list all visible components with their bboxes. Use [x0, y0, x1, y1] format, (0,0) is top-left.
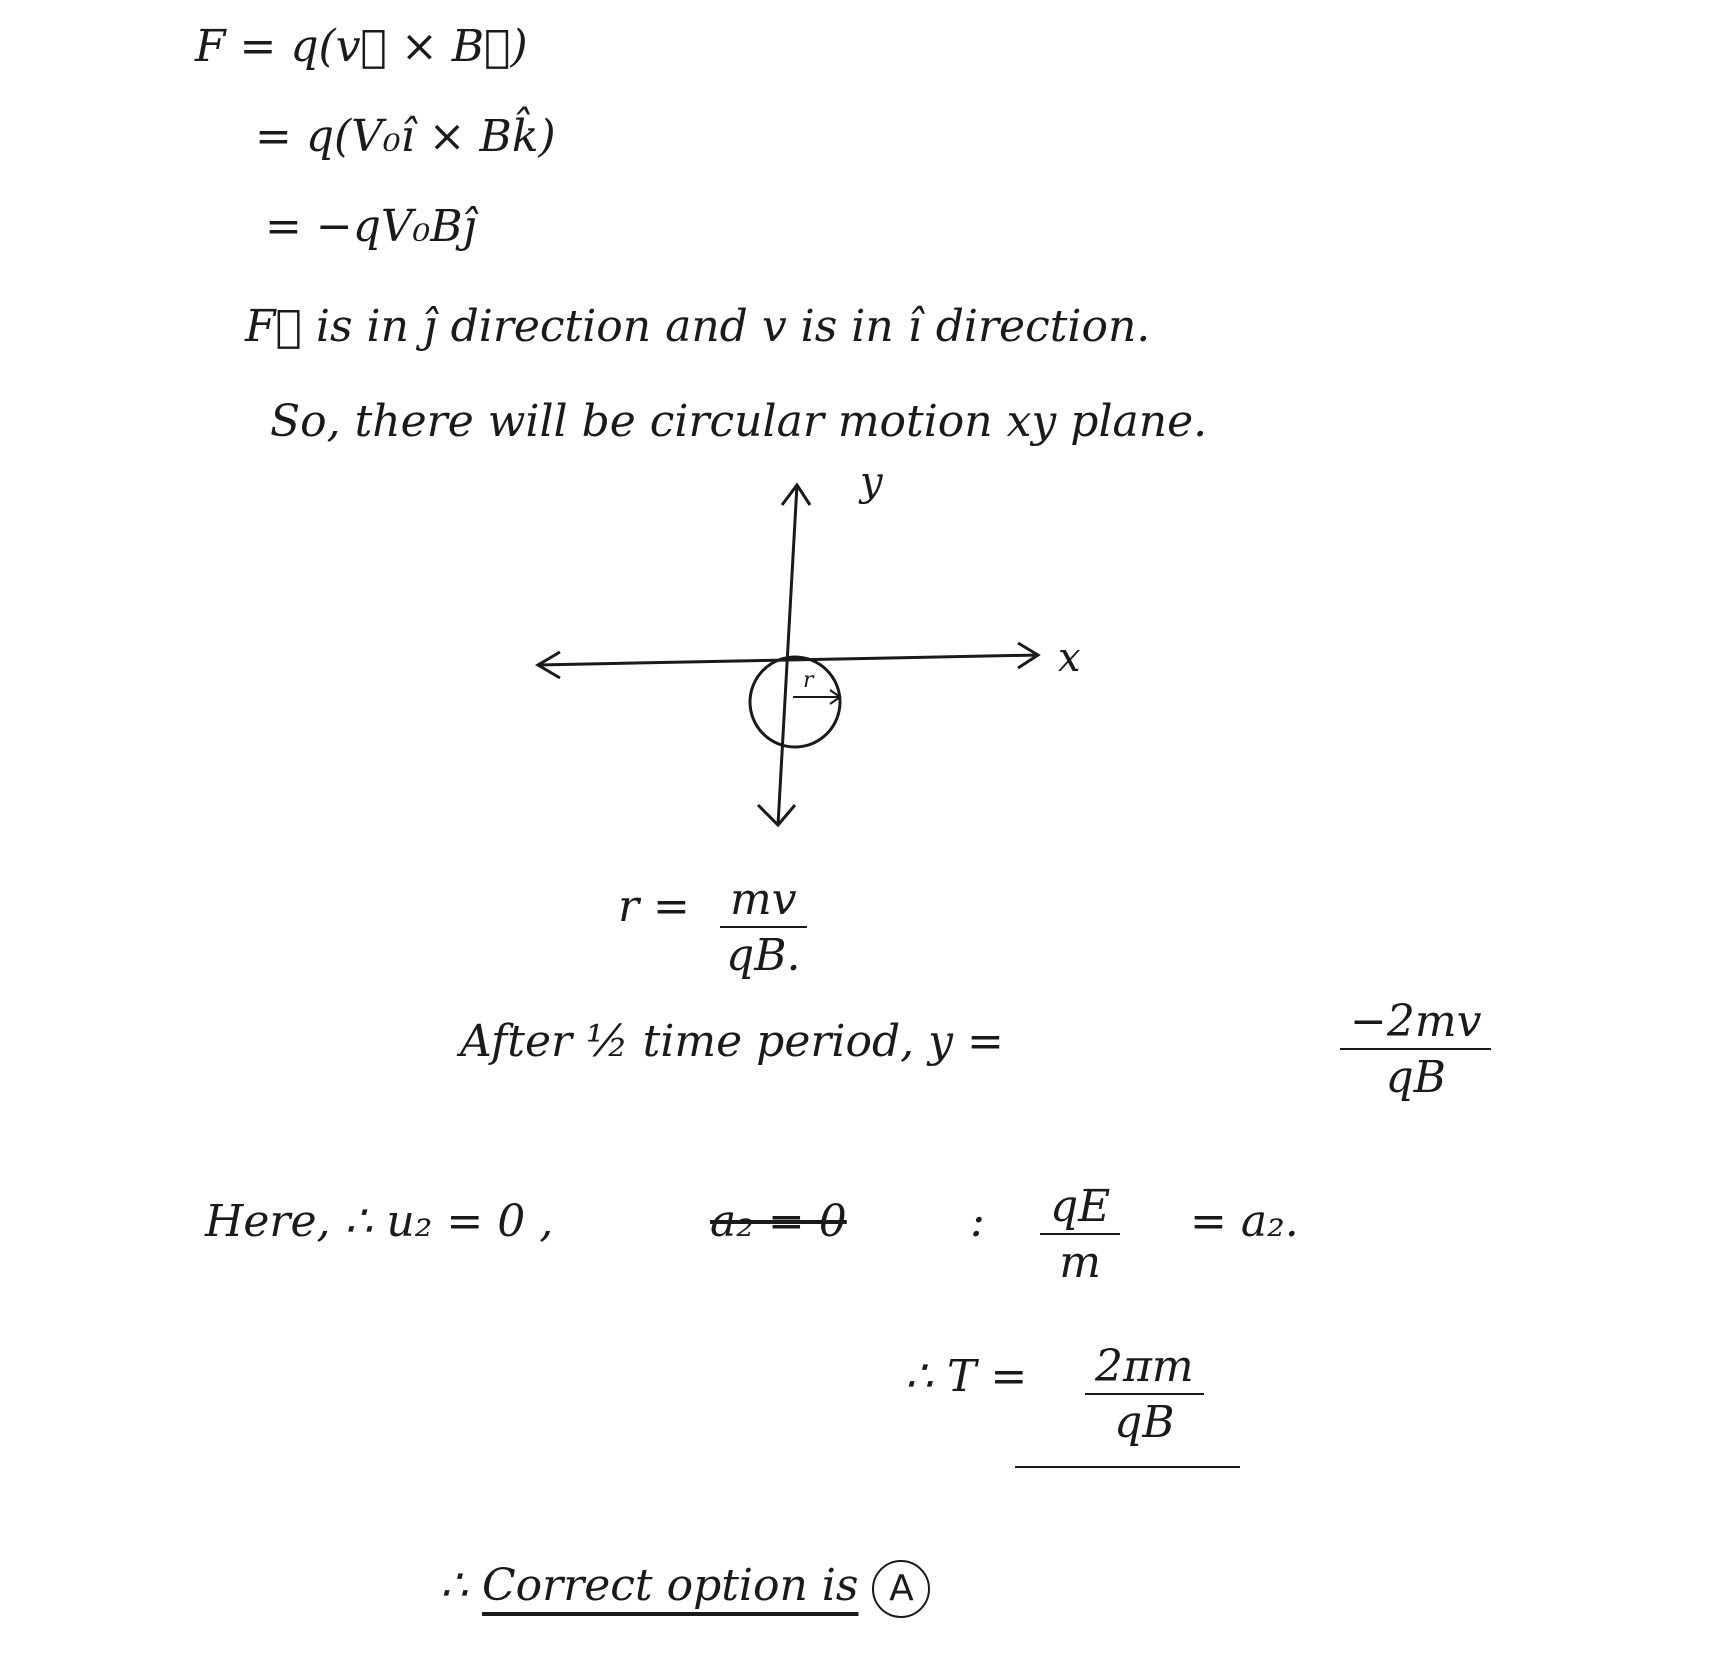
conclusion-line	[440, 1560, 930, 1618]
equation-line-2: = q(V₀î × Bk̂)	[255, 111, 556, 162]
period-eq-numerator: 2πm	[1085, 1345, 1204, 1395]
period-eq-denominator: qB	[1114, 1397, 1175, 1448]
period-eq-fraction	[1085, 1341, 1204, 1448]
y-axis-label: y	[860, 459, 883, 505]
acceleration-numerator: qE	[1040, 1185, 1120, 1235]
radius-eq-lhs: r =	[618, 881, 690, 932]
half-period-text: After ½ time period, y =	[460, 1016, 1004, 1067]
radius-eq-denominator: qB.	[726, 930, 801, 981]
period-eq-underline	[1015, 1466, 1240, 1468]
radius-eq-numerator: mv	[720, 878, 807, 928]
y-axis	[778, 485, 797, 825]
statement-circular-motion: So, there will be circular motion xy plane.	[270, 396, 1208, 447]
equation-line-1: F = q(v⃗ × B⃗)	[195, 21, 528, 72]
y-axis-arrow-down	[758, 805, 795, 825]
statement-force-direction: F⃗ is in ĵ direction and v is in î direction.	[245, 301, 1151, 352]
here-line-prefix: Here, ∴ u₂ = 0 ,	[205, 1196, 554, 1247]
radius-eq-fraction	[720, 874, 807, 981]
here-line-colon: :	[970, 1196, 985, 1247]
acceleration-denominator: m	[1059, 1237, 1102, 1288]
radius-label: r	[803, 668, 814, 693]
answer-option-circle: A	[872, 1560, 930, 1618]
circular-path	[750, 657, 840, 747]
therefore-symbol: ∴	[440, 1560, 468, 1611]
acceleration-rhs: = a₂.	[1190, 1196, 1299, 1247]
here-line-struck: a₂ = 0	[710, 1196, 847, 1247]
half-period-numerator: −2mv	[1340, 1000, 1491, 1050]
period-eq-lhs: ∴ T =	[905, 1351, 1028, 1402]
equation-line-3: = −qV₀Bĵ	[265, 201, 477, 252]
conclusion-text: Correct option is	[482, 1560, 859, 1611]
half-period-fraction	[1340, 996, 1491, 1103]
acceleration-fraction	[1040, 1181, 1120, 1288]
x-axis-label: x	[1058, 635, 1081, 681]
half-period-denominator: qB	[1385, 1052, 1446, 1103]
